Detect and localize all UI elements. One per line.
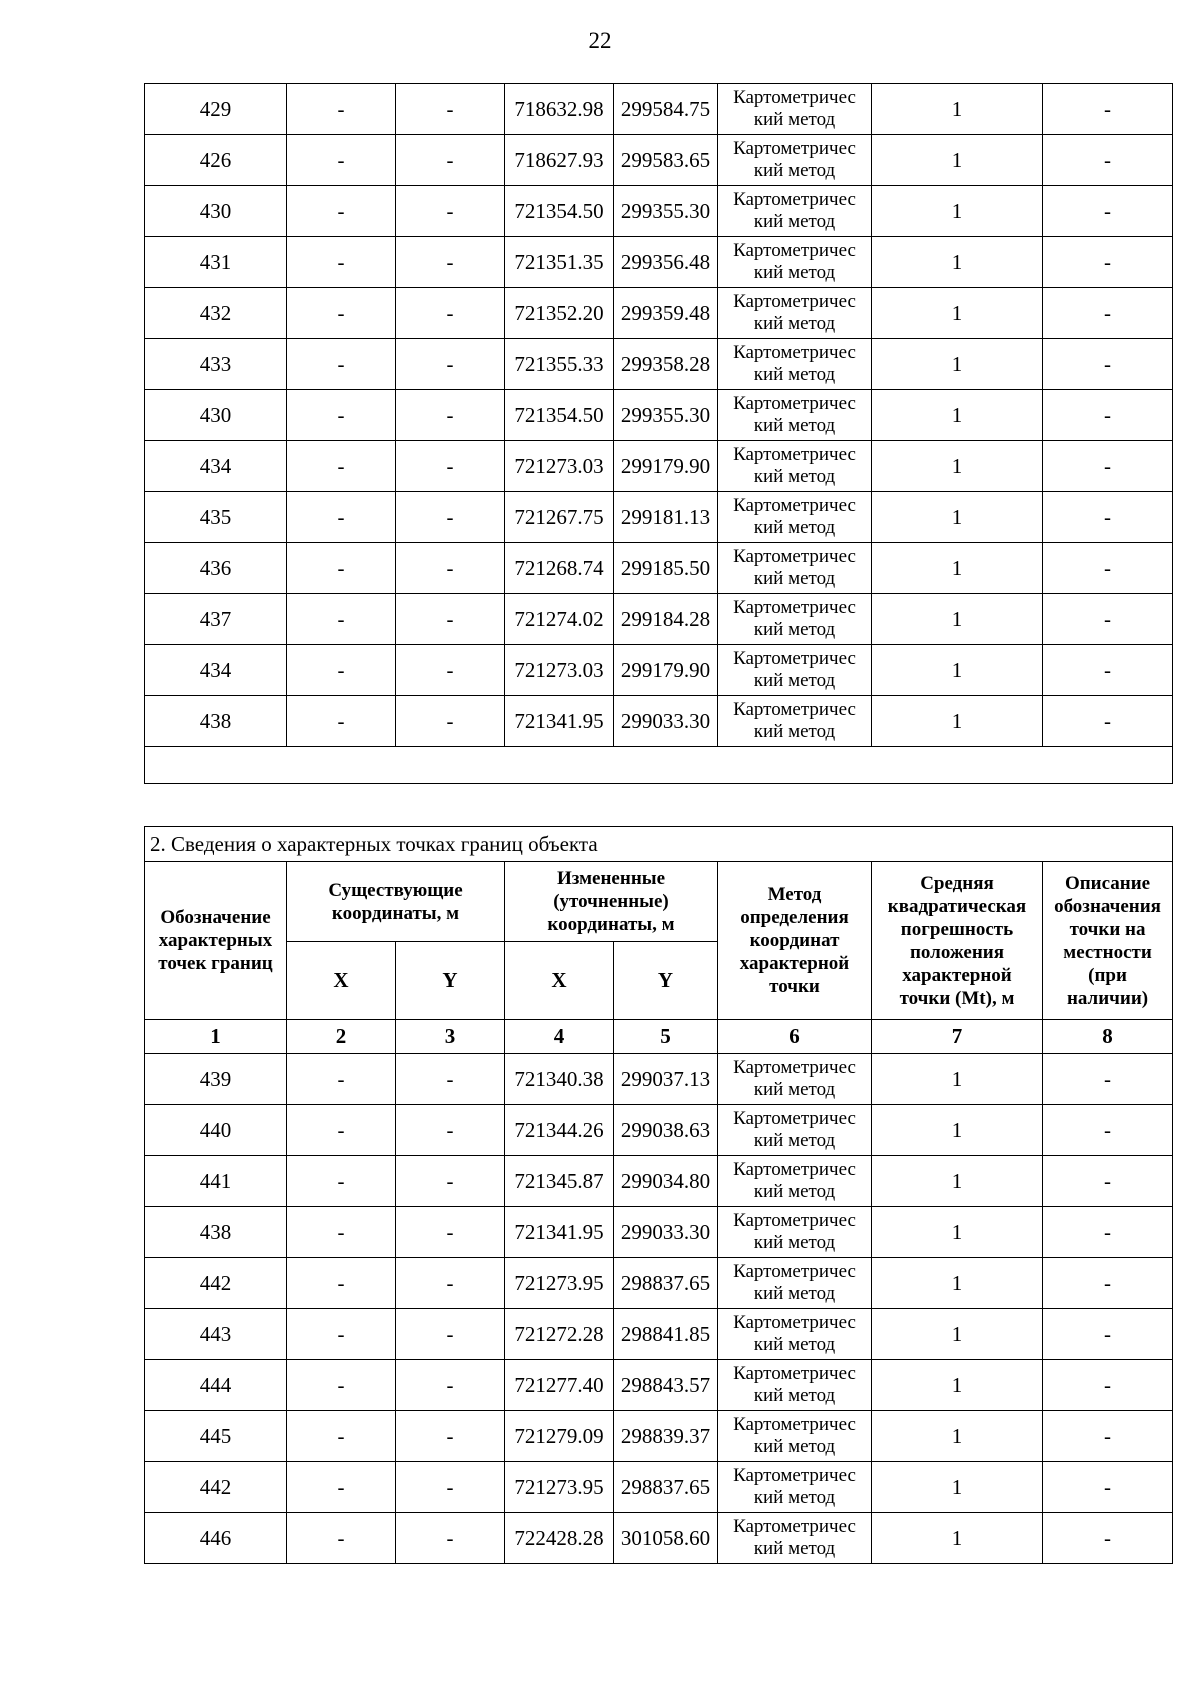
existing-y-cell: - bbox=[396, 441, 505, 492]
existing-y-cell: - bbox=[396, 543, 505, 594]
point-id-cell: 441 bbox=[145, 1156, 287, 1207]
existing-y-cell: - bbox=[396, 492, 505, 543]
error-cell: 1 bbox=[872, 1309, 1043, 1360]
table-row bbox=[145, 1513, 1173, 1564]
changed-x-cell: 721340.38 bbox=[505, 1054, 614, 1105]
changed-y-cell: 301058.60 bbox=[614, 1513, 718, 1564]
table-row bbox=[145, 1207, 1173, 1258]
header-method: Метод определения координат характерной точки bbox=[718, 862, 872, 1020]
table1-body bbox=[145, 84, 1173, 784]
changed-x-cell: 721341.95 bbox=[505, 1207, 614, 1258]
column-number: 2 bbox=[287, 1020, 396, 1054]
changed-x-cell: 721341.95 bbox=[505, 696, 614, 747]
existing-y-cell: - bbox=[396, 186, 505, 237]
existing-y-cell: - bbox=[396, 339, 505, 390]
page-number: 22 bbox=[588, 28, 612, 53]
changed-y-cell: 299179.90 bbox=[614, 645, 718, 696]
changed-x-cell: 721279.09 bbox=[505, 1411, 614, 1462]
column-number: 4 bbox=[505, 1020, 614, 1054]
existing-y-cell: - bbox=[396, 237, 505, 288]
changed-y-cell: 299583.65 bbox=[614, 135, 718, 186]
changed-y-cell: 299038.63 bbox=[614, 1105, 718, 1156]
changed-y-cell: 299359.48 bbox=[614, 288, 718, 339]
error-cell: 1 bbox=[872, 135, 1043, 186]
changed-x-cell: 721351.35 bbox=[505, 237, 614, 288]
changed-y-cell: 299355.30 bbox=[614, 390, 718, 441]
changed-y-cell: 299181.13 bbox=[614, 492, 718, 543]
point-id-cell: 430 bbox=[145, 186, 287, 237]
existing-x-cell: - bbox=[287, 1411, 396, 1462]
header-existing-x: X bbox=[287, 942, 396, 1020]
point-id-cell: 434 bbox=[145, 645, 287, 696]
changed-x-cell: 718632.98 bbox=[505, 84, 614, 135]
error-cell: 1 bbox=[872, 543, 1043, 594]
changed-x-cell: 721355.33 bbox=[505, 339, 614, 390]
changed-y-cell: 299185.50 bbox=[614, 543, 718, 594]
existing-x-cell: - bbox=[287, 1054, 396, 1105]
method-cell: Картометричес кий метод bbox=[718, 1156, 872, 1207]
existing-y-cell: - bbox=[396, 645, 505, 696]
description-cell: - bbox=[1043, 339, 1173, 390]
description-cell: - bbox=[1043, 543, 1173, 594]
column-number: 8 bbox=[1043, 1020, 1173, 1054]
boundary-points-table bbox=[144, 826, 1173, 1564]
column-number: 7 bbox=[872, 1020, 1043, 1054]
description-cell: - bbox=[1043, 1207, 1173, 1258]
point-id-cell: 434 bbox=[145, 441, 287, 492]
error-cell: 1 bbox=[872, 1411, 1043, 1462]
boundary-points-table-continued bbox=[144, 83, 1173, 784]
point-id-cell: 440 bbox=[145, 1105, 287, 1156]
point-id-cell: 429 bbox=[145, 84, 287, 135]
existing-y-cell: - bbox=[396, 1156, 505, 1207]
changed-x-cell: 721267.75 bbox=[505, 492, 614, 543]
changed-y-cell: 298843.57 bbox=[614, 1360, 718, 1411]
existing-x-cell: - bbox=[287, 390, 396, 441]
description-cell: - bbox=[1043, 186, 1173, 237]
existing-x-cell: - bbox=[287, 1462, 396, 1513]
existing-x-cell: - bbox=[287, 237, 396, 288]
empty-row bbox=[145, 747, 1173, 784]
table-row bbox=[145, 1105, 1173, 1156]
existing-y-cell: - bbox=[396, 1411, 505, 1462]
method-cell: Картометричес кий метод bbox=[718, 1309, 872, 1360]
existing-x-cell: - bbox=[287, 339, 396, 390]
point-id-cell: 443 bbox=[145, 1309, 287, 1360]
description-cell: - bbox=[1043, 288, 1173, 339]
existing-y-cell: - bbox=[396, 288, 505, 339]
description-cell: - bbox=[1043, 1309, 1173, 1360]
changed-x-cell: 721268.74 bbox=[505, 543, 614, 594]
existing-y-cell: - bbox=[396, 1105, 505, 1156]
changed-x-cell: 721344.26 bbox=[505, 1105, 614, 1156]
method-cell: Картометричес кий метод bbox=[718, 441, 872, 492]
method-cell: Картометричес кий метод bbox=[718, 1360, 872, 1411]
changed-x-cell: 721273.95 bbox=[505, 1258, 614, 1309]
error-cell: 1 bbox=[872, 1207, 1043, 1258]
changed-x-cell: 721273.95 bbox=[505, 1462, 614, 1513]
description-cell: - bbox=[1043, 645, 1173, 696]
method-cell: Картометричес кий метод bbox=[718, 543, 872, 594]
header-description: Описание обозначения точки на местности (при наличии) bbox=[1043, 862, 1173, 1020]
table-row bbox=[145, 645, 1173, 696]
point-id-cell: 442 bbox=[145, 1258, 287, 1309]
existing-y-cell: - bbox=[396, 390, 505, 441]
table2-body bbox=[145, 1054, 1173, 1564]
error-cell: 1 bbox=[872, 1156, 1043, 1207]
error-cell: 1 bbox=[872, 1054, 1043, 1105]
description-cell: - bbox=[1043, 237, 1173, 288]
table-row bbox=[145, 135, 1173, 186]
existing-x-cell: - bbox=[287, 492, 396, 543]
empty-cell bbox=[145, 747, 1173, 784]
column-number: 1 bbox=[145, 1020, 287, 1054]
method-cell: Картометричес кий метод bbox=[718, 492, 872, 543]
changed-x-cell: 721345.87 bbox=[505, 1156, 614, 1207]
table-row bbox=[145, 696, 1173, 747]
existing-y-cell: - bbox=[396, 84, 505, 135]
point-id-cell: 436 bbox=[145, 543, 287, 594]
existing-x-cell: - bbox=[287, 1156, 396, 1207]
method-cell: Картометричес кий метод bbox=[718, 1462, 872, 1513]
existing-x-cell: - bbox=[287, 645, 396, 696]
existing-y-cell: - bbox=[396, 1513, 505, 1564]
header-changed-x: X bbox=[505, 942, 614, 1020]
existing-x-cell: - bbox=[287, 186, 396, 237]
error-cell: 1 bbox=[872, 1105, 1043, 1156]
error-cell: 1 bbox=[872, 390, 1043, 441]
existing-x-cell: - bbox=[287, 84, 396, 135]
changed-x-cell: 721352.20 bbox=[505, 288, 614, 339]
changed-x-cell: 721273.03 bbox=[505, 645, 614, 696]
error-cell: 1 bbox=[872, 1258, 1043, 1309]
changed-y-cell: 299358.28 bbox=[614, 339, 718, 390]
point-id-cell: 444 bbox=[145, 1360, 287, 1411]
method-cell: Картометричес кий метод bbox=[718, 186, 872, 237]
table-row bbox=[145, 1462, 1173, 1513]
table-row bbox=[145, 1258, 1173, 1309]
point-id-cell: 438 bbox=[145, 1207, 287, 1258]
point-id-cell: 445 bbox=[145, 1411, 287, 1462]
point-id-cell: 446 bbox=[145, 1513, 287, 1564]
error-cell: 1 bbox=[872, 1513, 1043, 1564]
changed-y-cell: 299356.48 bbox=[614, 237, 718, 288]
changed-x-cell: 722428.28 bbox=[505, 1513, 614, 1564]
point-id-cell: 432 bbox=[145, 288, 287, 339]
existing-x-cell: - bbox=[287, 696, 396, 747]
method-cell: Картометричес кий метод bbox=[718, 1258, 872, 1309]
header-existing-coordinates: Существующие координаты, м bbox=[287, 862, 505, 942]
method-cell: Картометричес кий метод bbox=[718, 1207, 872, 1258]
changed-y-cell: 298837.65 bbox=[614, 1462, 718, 1513]
method-cell: Картометричес кий метод bbox=[718, 594, 872, 645]
description-cell: - bbox=[1043, 1258, 1173, 1309]
error-cell: 1 bbox=[872, 594, 1043, 645]
description-cell: - bbox=[1043, 84, 1173, 135]
existing-y-cell: - bbox=[396, 1309, 505, 1360]
error-cell: 1 bbox=[872, 288, 1043, 339]
changed-y-cell: 298839.37 bbox=[614, 1411, 718, 1462]
existing-x-cell: - bbox=[287, 441, 396, 492]
point-id-cell: 431 bbox=[145, 237, 287, 288]
header-error: Средняя квадратическая погрешность положения характерной точки (Mt), м bbox=[872, 862, 1043, 1020]
existing-x-cell: - bbox=[287, 1309, 396, 1360]
error-cell: 1 bbox=[872, 339, 1043, 390]
description-cell: - bbox=[1043, 441, 1173, 492]
existing-y-cell: - bbox=[396, 696, 505, 747]
error-cell: 1 bbox=[872, 186, 1043, 237]
error-cell: 1 bbox=[872, 441, 1043, 492]
description-cell: - bbox=[1043, 1513, 1173, 1564]
changed-x-cell: 721354.50 bbox=[505, 186, 614, 237]
column-number: 6 bbox=[718, 1020, 872, 1054]
table-row bbox=[145, 543, 1173, 594]
table-row bbox=[145, 1309, 1173, 1360]
header-existing-y: Y bbox=[396, 942, 505, 1020]
method-cell: Картометричес кий метод bbox=[718, 237, 872, 288]
changed-x-cell: 721273.03 bbox=[505, 441, 614, 492]
column-number: 5 bbox=[614, 1020, 718, 1054]
method-cell: Картометричес кий метод bbox=[718, 1513, 872, 1564]
existing-x-cell: - bbox=[287, 543, 396, 594]
description-cell: - bbox=[1043, 1105, 1173, 1156]
description-cell: - bbox=[1043, 390, 1173, 441]
existing-x-cell: - bbox=[287, 1207, 396, 1258]
changed-x-cell: 718627.93 bbox=[505, 135, 614, 186]
changed-y-cell: 299355.30 bbox=[614, 186, 718, 237]
description-cell: - bbox=[1043, 1411, 1173, 1462]
changed-x-cell: 721274.02 bbox=[505, 594, 614, 645]
changed-x-cell: 721272.28 bbox=[505, 1309, 614, 1360]
method-cell: Картометричес кий метод bbox=[718, 288, 872, 339]
changed-y-cell: 299584.75 bbox=[614, 84, 718, 135]
method-cell: Картометричес кий метод bbox=[718, 1105, 872, 1156]
table-row bbox=[145, 492, 1173, 543]
table-row bbox=[145, 84, 1173, 135]
table-row bbox=[145, 237, 1173, 288]
existing-x-cell: - bbox=[287, 1513, 396, 1564]
changed-y-cell: 299034.80 bbox=[614, 1156, 718, 1207]
table-row bbox=[145, 1054, 1173, 1105]
point-id-cell: 437 bbox=[145, 594, 287, 645]
existing-y-cell: - bbox=[396, 1207, 505, 1258]
changed-y-cell: 299033.30 bbox=[614, 696, 718, 747]
changed-x-cell: 721277.40 bbox=[505, 1360, 614, 1411]
changed-y-cell: 299179.90 bbox=[614, 441, 718, 492]
error-cell: 1 bbox=[872, 492, 1043, 543]
existing-x-cell: - bbox=[287, 1258, 396, 1309]
description-cell: - bbox=[1043, 1360, 1173, 1411]
point-id-cell: 435 bbox=[145, 492, 287, 543]
table-row bbox=[145, 339, 1173, 390]
point-id-cell: 426 bbox=[145, 135, 287, 186]
table-caption: 2. Сведения о характерных точках границ объекта bbox=[145, 827, 1173, 862]
description-cell: - bbox=[1043, 135, 1173, 186]
existing-x-cell: - bbox=[287, 135, 396, 186]
existing-y-cell: - bbox=[396, 1054, 505, 1105]
method-cell: Картометричес кий метод bbox=[718, 390, 872, 441]
changed-y-cell: 299184.28 bbox=[614, 594, 718, 645]
header-changed-y: Y bbox=[614, 942, 718, 1020]
existing-y-cell: - bbox=[396, 135, 505, 186]
table-row bbox=[145, 288, 1173, 339]
point-id-cell: 430 bbox=[145, 390, 287, 441]
header-designation: Обозначение характерных точек границ bbox=[145, 862, 287, 1020]
error-cell: 1 bbox=[872, 1360, 1043, 1411]
point-id-cell: 439 bbox=[145, 1054, 287, 1105]
table-row bbox=[145, 441, 1173, 492]
existing-x-cell: - bbox=[287, 288, 396, 339]
description-cell: - bbox=[1043, 594, 1173, 645]
error-cell: 1 bbox=[872, 237, 1043, 288]
table-row bbox=[145, 1156, 1173, 1207]
existing-y-cell: - bbox=[396, 1360, 505, 1411]
error-cell: 1 bbox=[872, 696, 1043, 747]
table-row bbox=[145, 1360, 1173, 1411]
existing-x-cell: - bbox=[287, 594, 396, 645]
table-row bbox=[145, 594, 1173, 645]
existing-x-cell: - bbox=[287, 1360, 396, 1411]
changed-y-cell: 299037.13 bbox=[614, 1054, 718, 1105]
changed-y-cell: 298841.85 bbox=[614, 1309, 718, 1360]
method-cell: Картометричес кий метод bbox=[718, 1411, 872, 1462]
existing-y-cell: - bbox=[396, 1462, 505, 1513]
point-id-cell: 433 bbox=[145, 339, 287, 390]
point-id-cell: 442 bbox=[145, 1462, 287, 1513]
column-number: 3 bbox=[396, 1020, 505, 1054]
header-changed-coordinates: Измененные (уточненные) координаты, м bbox=[505, 862, 718, 942]
table-row bbox=[145, 186, 1173, 237]
table-row bbox=[145, 390, 1173, 441]
error-cell: 1 bbox=[872, 1462, 1043, 1513]
description-cell: - bbox=[1043, 696, 1173, 747]
point-id-cell: 438 bbox=[145, 696, 287, 747]
changed-y-cell: 298837.65 bbox=[614, 1258, 718, 1309]
method-cell: Картометричес кий метод bbox=[718, 135, 872, 186]
method-cell: Картометричес кий метод bbox=[718, 84, 872, 135]
existing-y-cell: - bbox=[396, 1258, 505, 1309]
existing-y-cell: - bbox=[396, 594, 505, 645]
changed-x-cell: 721354.50 bbox=[505, 390, 614, 441]
table-row bbox=[145, 1411, 1173, 1462]
description-cell: - bbox=[1043, 1156, 1173, 1207]
existing-x-cell: - bbox=[287, 1105, 396, 1156]
error-cell: 1 bbox=[872, 84, 1043, 135]
error-cell: 1 bbox=[872, 645, 1043, 696]
method-cell: Картометричес кий метод bbox=[718, 645, 872, 696]
changed-y-cell: 299033.30 bbox=[614, 1207, 718, 1258]
description-cell: - bbox=[1043, 1462, 1173, 1513]
description-cell: - bbox=[1043, 1054, 1173, 1105]
description-cell: - bbox=[1043, 492, 1173, 543]
method-cell: Картометричес кий метод bbox=[718, 339, 872, 390]
method-cell: Картометричес кий метод bbox=[718, 696, 872, 747]
method-cell: Картометричес кий метод bbox=[718, 1054, 872, 1105]
